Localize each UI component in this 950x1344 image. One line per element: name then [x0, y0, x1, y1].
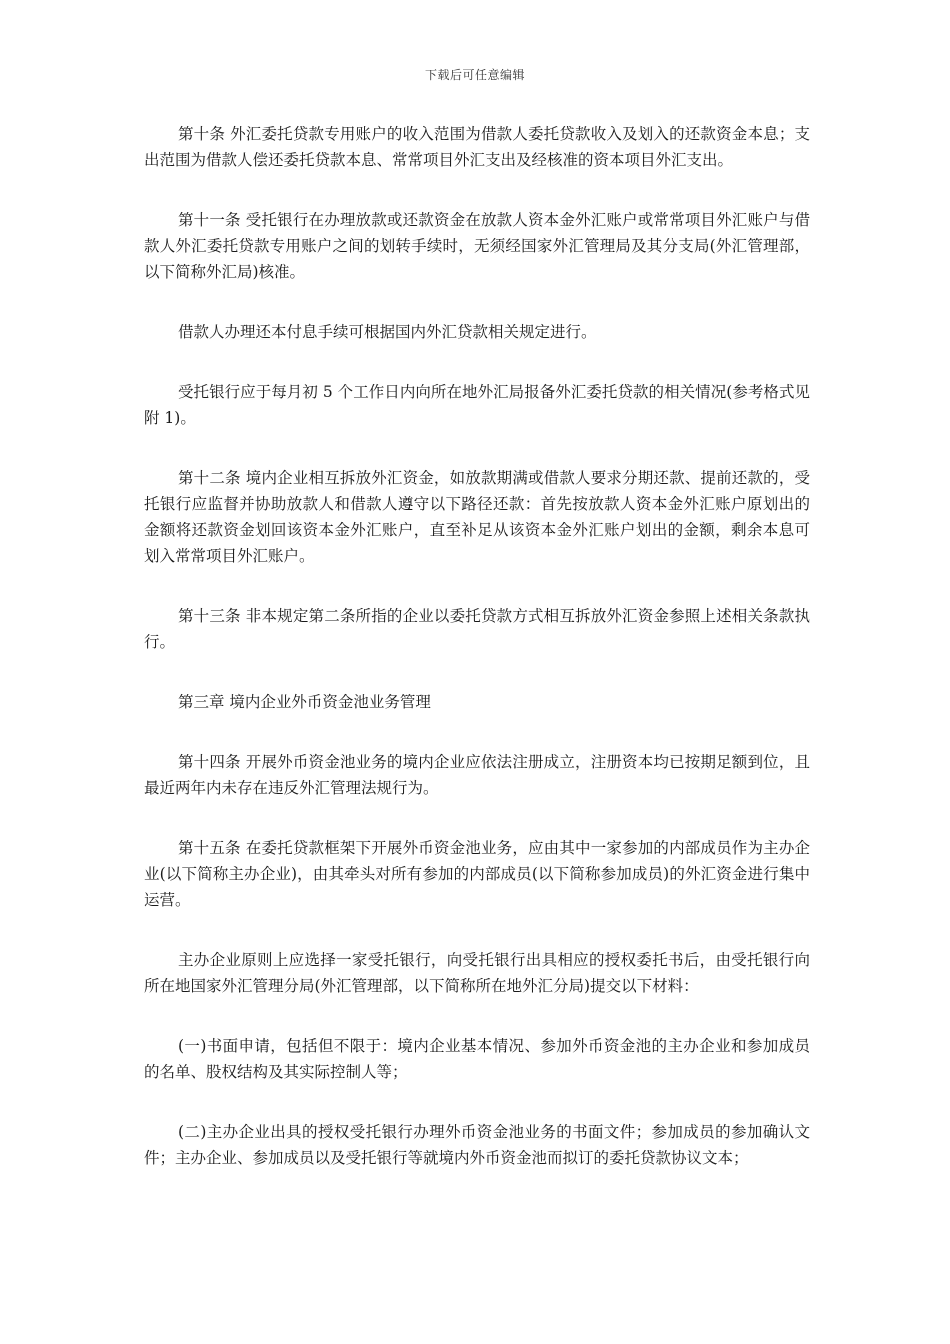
article-12: 第十二条 境内企业相互拆放外汇资金，如放款期满或借款人要求分期还款、提前还款的，受托银行应监督并协助放款人和借款人遵守以下路径还款：首先按放款人资本金外汇账户原划出的金额将还款资金划回该资本金外汇账户，直至补足从该资本金外汇账户划出的金额，剩余本息可划入常常项目外汇账户。	[144, 469, 810, 565]
chapter-3-heading: 第三章 境内企业外币资金池业务管理	[178, 693, 431, 711]
article-14: 第十四条 开展外币资金池业务的境内企业应依法注册成立，注册资本均已按期足额到位，且最近两年内未存在违反外汇管理法规行为。	[144, 753, 810, 797]
article-11-reporting-note: 受托银行应于每月初 5 个工作日内向所在地外汇局报备外汇委托贷款的相关情况(参考格式见附 1)。	[144, 383, 810, 427]
page-header-note: 下载后可任意编辑	[424, 68, 525, 82]
document-body	[144, 121, 810, 1205]
materials-item-1: (一)书面申请，包括但不限于：境内企业基本情况、参加外币资金池的主办企业和参加成员的名单、股权结构及其实际控制人等；	[144, 1037, 810, 1081]
article-13: 第十三条 非本规定第二条所指的企业以委托贷款方式相互拆放外汇资金参照上述相关条款执行。	[144, 607, 810, 651]
article-11: 第十一条 受托银行在办理放款或还款资金在放款人资本金外汇账户或常常项目外汇账户与借款人外汇委托贷款专用账户之间的划转手续时，无须经国家外汇管理局及其分支局(外汇管理部，以下简称外汇局)核准。	[144, 211, 810, 281]
article-10: 第十条 外汇委托贷款专用账户的收入范围为借款人委托贷款收入及划入的还款资金本息；支出范围为借款人偿还委托贷款本息、常常项目外汇支出及经核准的资本项目外汇支出。	[144, 125, 810, 169]
article-15-materials-intro: 主办企业原则上应选择一家受托银行，向受托银行出具相应的授权委托书后，由受托银行向所在地国家外汇管理分局(外汇管理部，以下简称所在地外汇分局)提交以下材料：	[144, 951, 810, 995]
article-15: 第十五条 在委托贷款框架下开展外币资金池业务，应由其中一家参加的内部成员作为主办企业(以下简称主办企业)，由其牵头对所有参加的内部成员(以下简称参加成员)的外汇资金进行集中运营。	[144, 839, 810, 909]
article-11-repayment-note: 借款人办理还本付息手续可根据国内外汇贷款相关规定进行。	[178, 323, 597, 341]
materials-item-2: (二)主办企业出具的授权受托银行办理外币资金池业务的书面文件；参加成员的参加确认文件；主办企业、参加成员以及受托银行等就境内外币资金池而拟订的委托贷款协议文本；	[144, 1123, 810, 1167]
